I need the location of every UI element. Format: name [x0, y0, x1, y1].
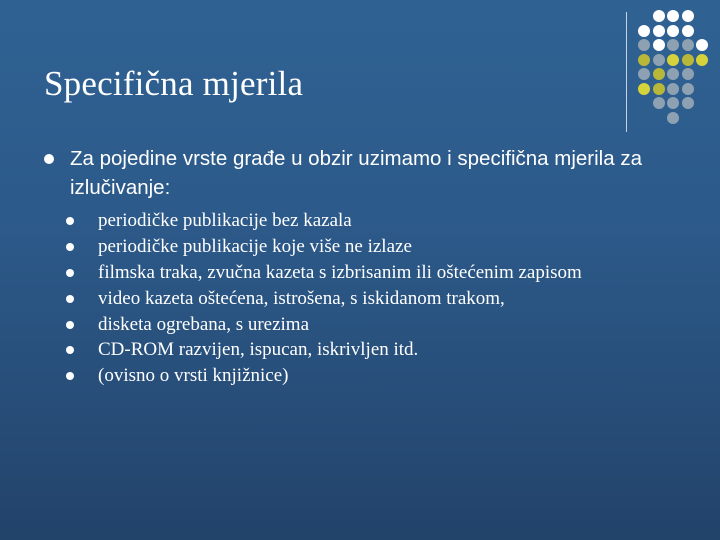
bullet-icon [66, 243, 74, 251]
decorative-dot [682, 54, 694, 66]
sub-bullet-item [66, 312, 706, 338]
bullet-icon [66, 372, 74, 380]
sub-bullet-item [66, 234, 706, 260]
decorative-dot [667, 10, 679, 22]
bullet-icon [44, 154, 54, 164]
bullet-icon [66, 269, 74, 277]
sub-bullet-text: disketa ogrebana, s urezima [98, 313, 310, 335]
decorative-dot [667, 83, 679, 95]
decorative-dot [682, 25, 694, 37]
sub-bullet-text: periodičke publikacije koje više ne izlaze [98, 235, 412, 257]
bullet-icon [66, 321, 74, 329]
decorative-divider-line [626, 12, 627, 132]
decorative-dot [667, 97, 679, 109]
sub-bullet-text: CD-ROM razvijen, ispucan, iskrivljen itd. [98, 339, 419, 361]
decorative-dot [638, 25, 650, 37]
decorative-dot [667, 112, 679, 124]
decorative-dot [638, 68, 650, 80]
sub-bullet-list [66, 208, 706, 389]
decorative-dot [638, 39, 650, 51]
decorative-dot [682, 68, 694, 80]
decorative-dot [667, 25, 679, 37]
decorative-dot [667, 39, 679, 51]
decorative-dot [682, 10, 694, 22]
sub-bullet-item [66, 260, 706, 286]
decorative-dot [653, 83, 665, 95]
decorative-dot [682, 97, 694, 109]
sub-bullet-item [66, 208, 706, 234]
decorative-dot [653, 39, 665, 51]
main-bullet-text: Za pojedine vrste građe u obzir uzimamo i specifična mjerila za izlučivanje: [70, 147, 642, 199]
sub-bullet-text: periodičke publikacije bez kazala [98, 210, 352, 231]
sub-bullet-item [66, 337, 706, 363]
decorative-dot [667, 68, 679, 80]
sub-bullet-text: video kazeta oštećena, istrošena, s iskidanom trakom, [98, 287, 505, 309]
sub-bullet-text: filmska traka, zvučna kazeta s izbrisanim ili oštećenim zapisom [98, 261, 582, 283]
bullet-icon [66, 295, 74, 303]
decorative-dot [653, 25, 665, 37]
decorative-dot [682, 83, 694, 95]
decorative-dot-grid [638, 10, 718, 130]
decorative-dot [653, 97, 665, 109]
decorative-dot [653, 54, 665, 66]
bullet-icon [66, 217, 74, 225]
slide-title: Specifična mjerila [44, 64, 304, 103]
bullet-icon [66, 346, 74, 354]
decorative-dot [667, 54, 679, 66]
decorative-dot [696, 39, 708, 51]
decorative-dot [653, 68, 665, 80]
sub-bullet-item [66, 363, 706, 389]
decorative-dot [682, 39, 694, 51]
decorative-dot [653, 10, 665, 22]
sub-bullet-text: (ovisno o vrsti knjižnice) [98, 365, 289, 387]
decorative-dot [638, 83, 650, 95]
decorative-dot [638, 54, 650, 66]
sub-bullet-item [66, 286, 706, 312]
decorative-dot [696, 54, 708, 66]
